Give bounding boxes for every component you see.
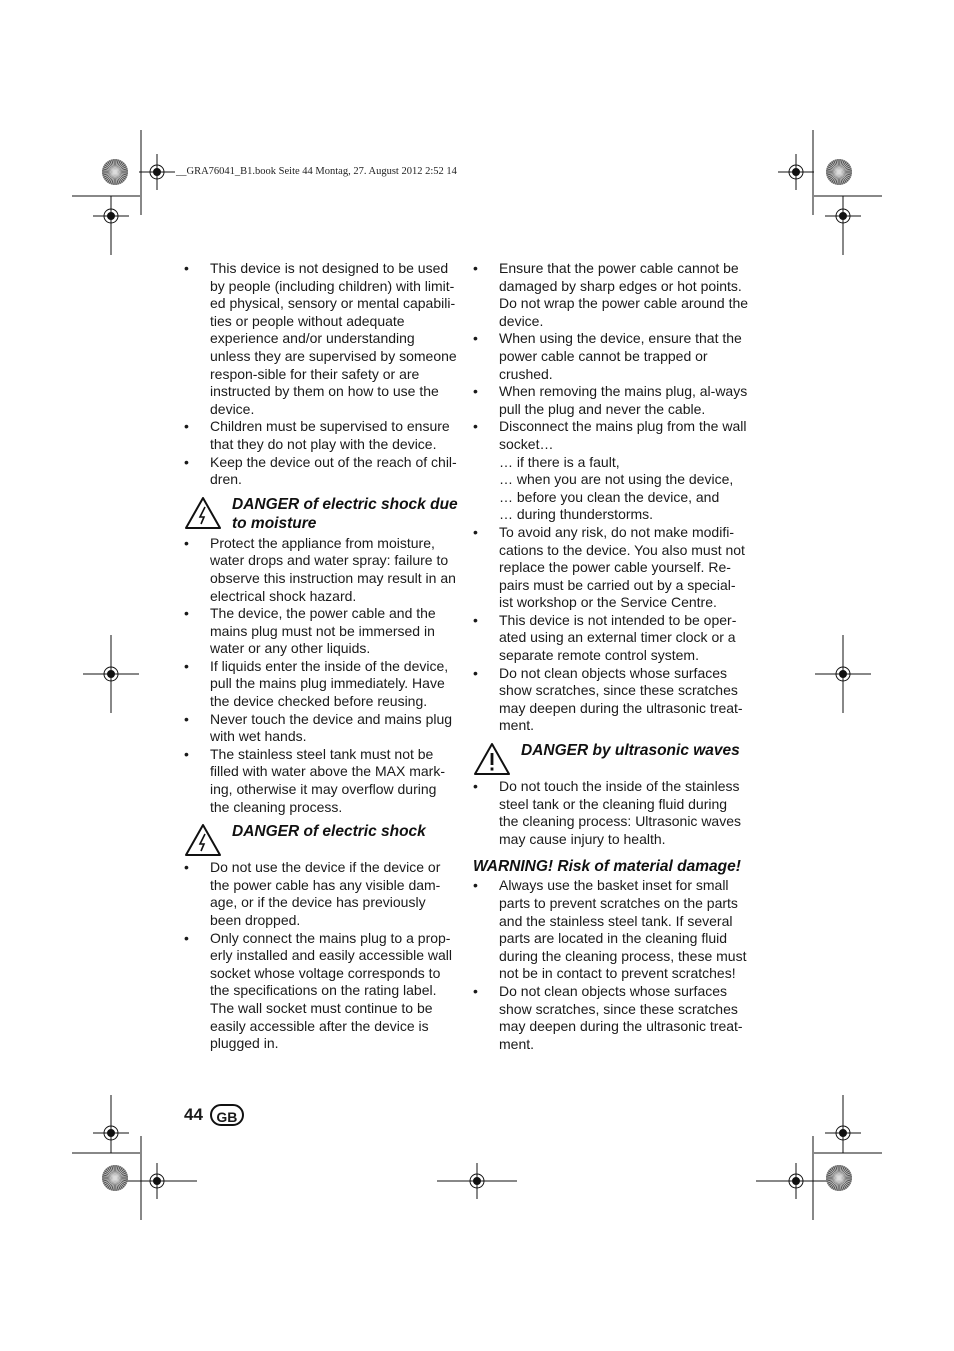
page-number: 44	[184, 1105, 203, 1124]
list-item: • Keep the device out of the reach of chil-dren.	[184, 454, 459, 489]
sub-item: … if there is a fault,	[499, 453, 620, 470]
list-item: • Never touch the device and mains plug with wet hands.	[184, 711, 459, 746]
right-column	[473, 260, 749, 1053]
list-item: • Do not touch the inside of the stainless steel tank or the cleaning fluid during the cleaning process: Ultrasonic waves may cause injury to health.	[473, 778, 749, 848]
warning-title: DANGER of electric shock	[232, 823, 426, 841]
list-item: • Protect the appliance from moisture, water drops and water spray: failure to observe this instruction may result in an electrical shock hazard.	[184, 535, 459, 605]
exclamation-warning-icon	[473, 742, 511, 776]
sub-item: … before you clean the device, and	[499, 488, 720, 505]
warning-title: DANGER by ultrasonic waves	[521, 742, 740, 760]
language-badge: GB	[210, 1104, 244, 1126]
list-item: • When using the device, ensure that the power cable cannot be trapped or crushed.	[473, 330, 749, 383]
list-item: • Only connect the mains plug to a prop-erly installed and easily accessible wall socket whose voltage corresponds to the specifications on the rating label. The wall socket must continue to be easily accessible after the device is plugged in.	[184, 930, 459, 1053]
list-item: • If liquids enter the inside of the device, pull the mains plug immediately. Have the device checked before reusing.	[184, 658, 459, 711]
list-item: • Children must be supervised to ensure that they do not play with the device.	[184, 418, 459, 453]
list-item: • Always use the basket inset for small parts to prevent scratches on the parts and the stainless steel tank. If several parts are located in the cleaning fluid during the cleaning process, these must not be in contact to prevent scratches!	[473, 877, 749, 983]
list-item: • Do not use the device if the device or the power cable has any visible dam-age, or if the device has previously been dropped.	[184, 859, 459, 929]
list-item: • Ensure that the power cable cannot be damaged by sharp edges or hot points. Do not wrap the power cable around the device.	[473, 260, 749, 330]
list-item: • To avoid any risk, do not make modifi-cations to the device. You also must not replace the power cable yourself. Re-pairs must be carried out by a special-ist workshop or the Service Centre.	[473, 524, 749, 612]
list-item: • When removing the mains plug, al-ways pull the plug and never the cable.	[473, 383, 749, 418]
list-item: • The stainless steel tank must not be filled with water above the MAX mark-ing, otherwise it may overflow during the cleaning process.	[184, 746, 459, 816]
list-item: • Do not clean objects whose surfaces show scratches, since these scratches may deepen during the ultrasonic treat-ment.	[473, 983, 749, 1053]
list-item: • This device is not designed to be used by people (including children) with limit-ed physical, sensory or mental capabili-ties or people without adequate experience and/or understanding unless they are supervised by someone respon-sible for their safety or are instructed by them on how to use the device.	[184, 260, 459, 418]
sub-list	[473, 454, 749, 524]
print-slug: __GRA76041_B1.book Seite 44 Montag, 27. August 2012 2:52 14	[176, 166, 457, 177]
bullet-list	[473, 778, 749, 848]
bullet-list	[473, 877, 749, 1053]
sub-item: … during thunderstorms.	[499, 506, 654, 523]
warning-title: DANGER of electric shock due to moisture	[232, 495, 458, 532]
electric-shock-warning-icon	[184, 496, 222, 530]
bullet-list	[473, 260, 749, 454]
warning-block	[473, 741, 749, 776]
bullet-list	[473, 524, 749, 735]
list-item: • Do not clean objects whose surfaces show scratches, since these scratches may deepen during the ultrasonic treat-ment.	[473, 665, 749, 735]
left-column	[184, 260, 459, 1053]
page-footer	[184, 1104, 244, 1126]
bullet-list	[184, 535, 459, 817]
warning-block	[184, 495, 459, 533]
sub-item: … when you are not using the device,	[499, 471, 734, 488]
electric-shock-warning-icon	[184, 823, 222, 857]
list-item: • This device is not intended to be oper-ated using an external timer clock or a separate remote control system.	[473, 612, 749, 665]
list-item: • The device, the power cable and the mains plug must not be immersed in water or any other liquids.	[184, 605, 459, 658]
bullet-list	[184, 859, 459, 1053]
section-heading: WARNING! Risk of material damage!	[473, 858, 741, 876]
warning-block	[184, 822, 459, 857]
bullet-list	[184, 260, 459, 489]
list-item: • Disconnect the mains plug from the wall socket…	[473, 418, 749, 453]
